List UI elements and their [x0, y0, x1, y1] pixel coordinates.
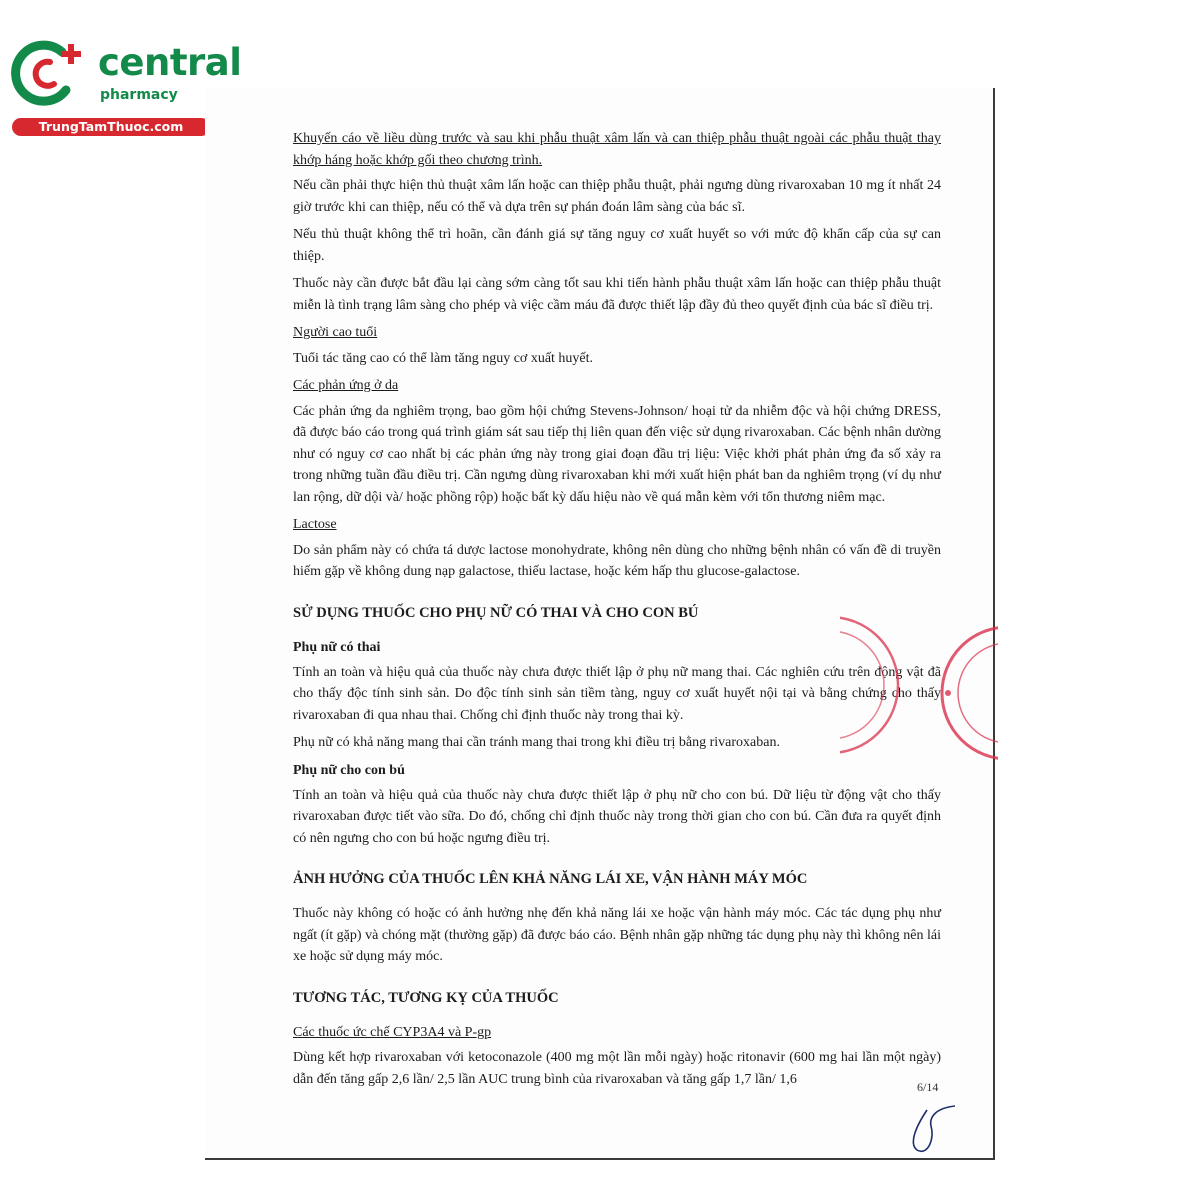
logo-subtitle: pharmacy [100, 87, 178, 103]
heading-surgery-dosing: Khuyến cáo về liều dùng trước và sau khi phẫu thuật xâm lấn và can thiệp phẫu thuật ngoài các phẫu thuật thay khớp háng hoặc khớp gối theo chương trình. [293, 131, 941, 168]
logo-brand-name: central [98, 41, 242, 84]
heading-skin-reactions: Các phản ứng ở da [293, 378, 399, 393]
paragraph-cyp3a4: Dùng kết hợp rivaroxaban với ketoconazole (400 mg một lần mỗi ngày) hoặc ritonavir (600 mg hai lần một ngày) dẫn đến tăng gấp 2,6 lần/ 2,5 lần AUC trung bình của rivaroxaban và tăng gấp 1,7 lần/ 1,6 [293, 1050, 941, 1087]
section-title-pregnancy: SỬ DỤNG THUỐC CHO PHỤ NỮ CÓ THAI VÀ CHO CON BÚ [293, 604, 699, 621]
red-seal-stamp-right [936, 618, 998, 768]
paragraph-lactose: Do sản phẩm này có chứa tá dược lactose monohydrate, không nên dùng cho những bệnh nhân có vấn đề di truyền hiếm gặp về không dung nạp galactose, thiếu lactase, hoặc kém hấp thu glucose-galactose. [293, 542, 941, 579]
heading-cyp3a4-inhibitors: Các thuốc ức chế CYP3A4 và P-gp [293, 1024, 492, 1040]
heading-breastfeeding: Phụ nữ cho con bú [293, 762, 405, 778]
heading-lactose: Lactose [293, 517, 337, 532]
paragraph-elderly: Tuổi tác tăng cao có thể làm tăng nguy cơ xuất huyết. [293, 350, 594, 366]
section-title-interactions: TƯƠNG TÁC, TƯƠNG KỴ CỦA THUỐC [293, 989, 559, 1006]
paragraph-surgery-1: Nếu cần phải thực hiện thủ thuật xâm lấn hoặc can thiệp phẫu thuật, phải ngưng dùng rivaroxaban 10 mg ít nhất 24 giờ trước khi can thiệp, nếu có thể và dựa trên sự phán đoán lâm sàng của bác sĩ. [293, 178, 941, 215]
page-number: 6/14 [917, 1080, 939, 1094]
red-seal-stamp-left [840, 610, 910, 760]
paragraph-skin-reactions: Các phản ứng da nghiêm trọng, bao gồm hội chứng Stevens-Johnson/ hoại tử da nhiễm độc và hội chứng DRESS, đã được báo cáo trong quá trình giám sát sau tiếp thị liên quan đến việc sử dụng rivaroxaban. Các bệnh nhân dường như có nguy cơ cao nhất bị các phản ứng này trong giai đoạn đầu trị liệu: Việc khởi phát phản ứng đa số xảy ra trong những tuần đầu điều trị. Cần ngưng dùng rivaroxaban khi mới xuất hiện phát ban da nghiêm trọng (ví dụ như lan rộng, dữ dội và/ hoặc phồng rộp) hoặc bất kỳ dấu hiệu nào về quá mẫn kèm với tổn thương niêm mạc. [293, 403, 941, 505]
paragraph-driving: Thuốc này không có hoặc có ảnh hưởng nhẹ đến khả năng lái xe hoặc vận hành máy móc. Các tác dụng phụ như ngất (ít gặp) và chóng mặt (thường gặp) đã được báo cáo. Bệnh nhân gặp những tác dụng phụ này thì không nên lái xe hoặc sử dụng máy móc. [293, 906, 941, 964]
handwritten-signature [897, 1100, 967, 1160]
heading-pregnant-women: Phụ nữ có thai [293, 639, 381, 655]
paragraph-breastfeeding: Tính an toàn và hiệu quả của thuốc này chưa được thiết lập ở phụ nữ cho con bú. Dữ liệu từ động vật cho thấy rivaroxaban được tiết vào sữa. Do đó, chống chỉ định thuốc này trong thời gian cho con bú. Cần đưa ra quyết định có nên ngưng cho con bú hoặc ngưng điều trị. [293, 787, 941, 846]
paragraph-pregnant-2: Phụ nữ có khả năng mang thai cần tránh mang thai trong khi điều trị bằng rivaroxaban. [293, 735, 780, 750]
central-pharmacy-logo[interactable] [10, 38, 242, 138]
section-title-driving: ẢNH HƯỞNG CỦA THUỐC LÊN KHẢ NĂNG LÁI XE, VẬN HÀNH MÁY MÓC [293, 871, 808, 887]
heading-elderly: Người cao tuổi [293, 325, 378, 340]
paragraph-surgery-2: Nếu thủ thuật không thể trì hoãn, cần đánh giá sự tăng nguy cơ xuất huyết so với mức độ khẩn cấp của sự can thiệp. [293, 227, 941, 264]
paragraph-pregnant-1: Tính an toàn và hiệu quả của thuốc này chưa được thiết lập ở phụ nữ mang thai. Các nghiên cứu trên động vật đã cho thấy độc tính sinh sản. Do độc tính sinh sản tiềm tàng, nguy cơ xuất huyết nội tại và bằng chứng cho thấy rivaroxaban đi qua nhau thai. Chống chỉ định thuốc này trong thai kỳ. [293, 664, 941, 723]
logo-url-badge: TrungTamThuoc.com [12, 118, 210, 136]
paragraph-surgery-3: Thuốc này cần được bắt đầu lại càng sớm càng tốt sau khi tiến hành phẫu thuật xâm lấn hoặc can thiệp phẫu thuật miễn là tình trạng lâm sàng cho phép và việc cầm máu đã được thiết lập đầy đủ theo quyết định của bác sĩ điều trị. [293, 276, 941, 313]
central-logo-icon [10, 38, 94, 108]
